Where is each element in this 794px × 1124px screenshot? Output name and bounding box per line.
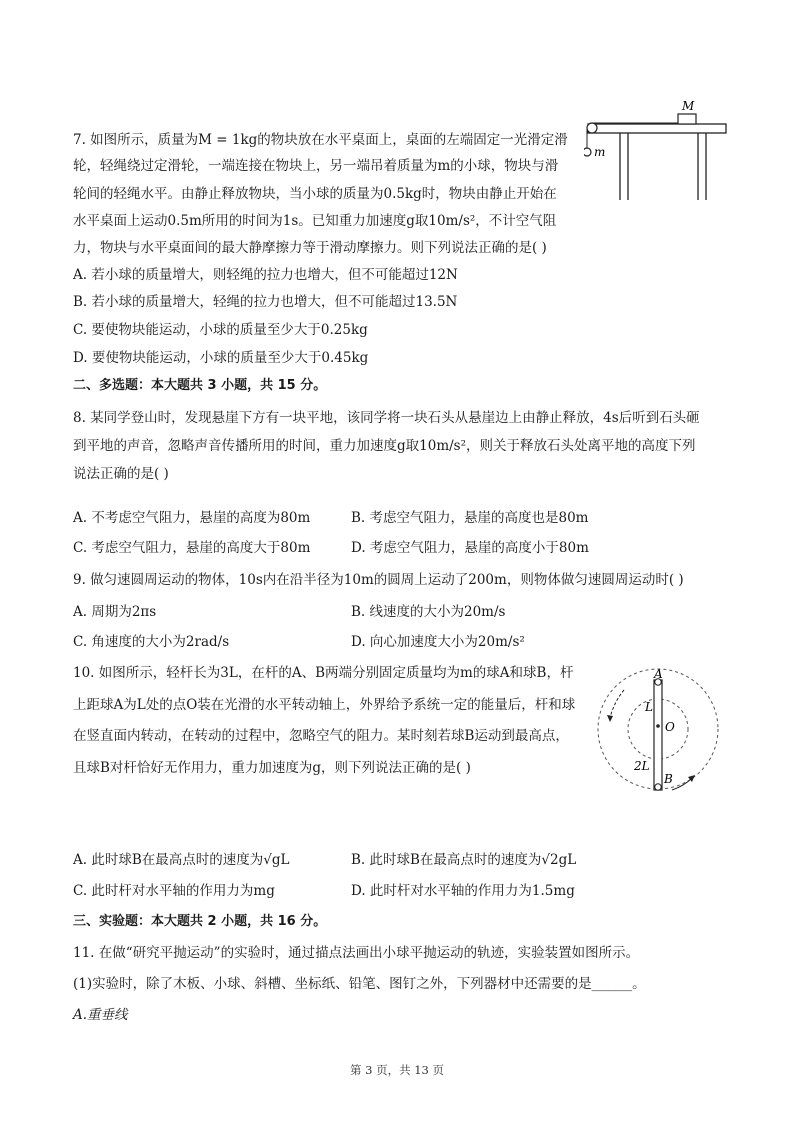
q7-option-a: A. 若小球的质量增大，则轻绳的拉力也增大，但不可能超过12N xyxy=(73,267,458,283)
q8-line-1: 8. 某同学登山时，发现悬崖下方有一块平地，该同学将一块石头从悬崖边上由静止释放，4s后听到石头砸 xyxy=(73,410,700,426)
q8-line-2: 到平地的声音，忽略声音传播所用的时间，重力加速度g取10m/s²，则关于释放石头处离平地的高度下列 xyxy=(73,438,696,454)
q7-line-4: 水平桌面上运动0.5m所用的时间为1s。已知重力加速度g取10m/s²，不计空气阻 xyxy=(73,213,557,229)
q9-option-d: D. 向心加速度大小为20m/s² xyxy=(351,634,525,650)
q7-line-3: 轮间的轻绳水平。由静止释放物块，当小球的质量为0.5kg时，物块由静止开始在 xyxy=(73,186,557,202)
q10-line-3: 在竖直面内转动，在转动的过程中，忽略空气的阻力。某时刻若球B运动到最高点， xyxy=(73,728,569,744)
q10-line-2: 上距球A为L处的点O装在光滑的水平转动轴上，外界给予系统一定的能量后，杆和球 xyxy=(73,697,576,713)
q10-label-2L: 2L xyxy=(634,759,650,773)
q7-option-d: D. 要使物块能运动，小球的质量至少大于0.45kg xyxy=(73,350,369,366)
q7-label-M: M xyxy=(682,99,695,113)
q10-label-O: O xyxy=(665,720,675,734)
q10-option-b: B. 此时球B在最高点时的速度为√2gL xyxy=(351,852,577,868)
q7-option-b: B. 若小球的质量增大，轻绳的拉力也增大，但不可能超过13.5N xyxy=(73,294,458,310)
q9-option-c: C. 角速度的大小为2rad/s xyxy=(73,634,230,650)
q8-option-c: C. 考虑空气阻力，悬崖的高度大于80m xyxy=(73,540,311,556)
q7-label-m: m xyxy=(594,145,606,159)
q10-line-4: 且球B对杆恰好无作用力，重力加速度为g，则下列说法正确的是( ) xyxy=(73,760,471,776)
q10-figure xyxy=(596,666,720,800)
q9-option-b: B. 线速度的大小为20m/s xyxy=(351,604,506,620)
section-3-heading: 三、实验题：本大题共 2 小题，共 16 分。 xyxy=(73,914,327,929)
q9-line: 9. 做匀速圆周运动的物体，10s内在沿半径为10m的圆周上运动了200m，则物体做匀速圆周运动时( ) xyxy=(73,572,684,588)
q9-option-a: A. 周期为2πs xyxy=(73,604,157,620)
q10-option-d: D. 此时杆对水平轴的作用力为1.5mg xyxy=(351,883,575,899)
q10-line-1: 10. 如图所示，轻杆长为3L，在杆的A、B两端分别固定质量均为m的球A和球B，杆 xyxy=(73,665,574,681)
q7-line-5: 力，物块与水平桌面间的最大静摩擦力等于滑动摩擦力。则下列说法正确的是( ) xyxy=(73,240,547,256)
q10-option-c: C. 此时杆对水平轴的作用力为mg xyxy=(73,883,275,899)
q7-line-2: 轮，轻绳绕过定滑轮，一端连接在物块上，另一端吊着质量为m的小球，物块与滑 xyxy=(73,158,559,174)
q8-option-d: D. 考虑空气阻力，悬崖的高度小于80m xyxy=(351,540,589,556)
q7-figure xyxy=(584,96,730,202)
q11-line-2: (1)实验时，除了木板、小球、斜槽、坐标纸、铅笔、图钉之外，下列器材中还需要的是______。 xyxy=(73,976,646,992)
q7-line-1: 7. 如图所示，质量为M = 1kg的物块放在水平桌面上，桌面的左端固定一光滑定滑 xyxy=(73,132,568,148)
q11-line-1: 11. 在做“研究平抛运动”的实验时，通过描点法画出小球平抛运动的轨迹，实验装置如图所示。 xyxy=(73,945,640,961)
q10-label-B: B xyxy=(664,772,673,786)
q10-label-A: A xyxy=(654,667,663,681)
q8-line-3: 说法正确的是( ) xyxy=(73,466,169,482)
q8-option-a: A. 不考虑空气阻力，悬崖的高度为80m xyxy=(73,510,311,526)
q10-option-a: A. 此时球B在最高点时的速度为√gL xyxy=(73,852,290,868)
q7-option-c: C. 要使物块能运动，小球的质量至少大于0.25kg xyxy=(73,322,368,338)
q8-option-b: B. 考虑空气阻力，悬崖的高度也是80m xyxy=(351,510,589,526)
section-2-heading: 二、多选题：本大题共 3 小题，共 15 分。 xyxy=(73,378,327,393)
page-footer: 第 3 页，共 13 页 xyxy=(349,1063,445,1077)
q11-line-3: A.重垂线 xyxy=(73,1007,128,1023)
q10-label-L: L xyxy=(645,700,653,714)
